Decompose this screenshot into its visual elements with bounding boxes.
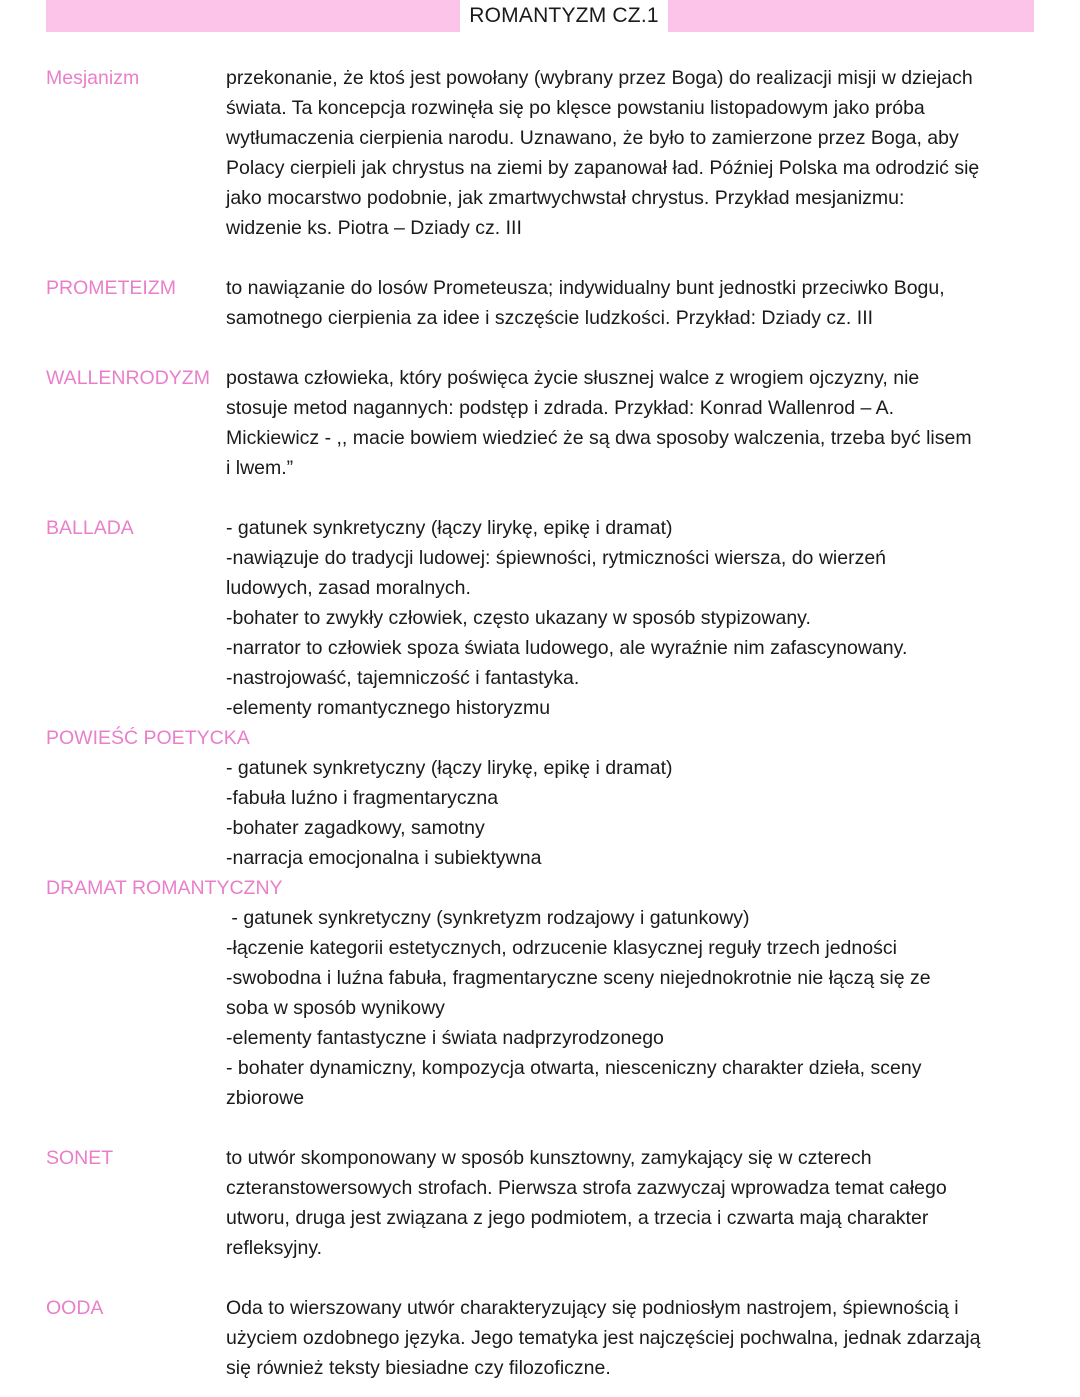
term-sonet: SONET	[46, 1147, 114, 1169]
definition-line: utworu, druga jest związana z jego podmiotem, a trzecia i czwarta mają charakter	[226, 1207, 929, 1229]
definition-line: zbiorowe	[226, 1087, 305, 1109]
term-powiesc-poetycka: POWIEŚĆ POETYCKA	[46, 727, 250, 749]
definition-line: - gatunek synkretyczny (łączy lirykę, epikę i dramat)	[226, 517, 673, 539]
title-band-left	[46, 0, 460, 32]
definition-line: refleksyjny.	[226, 1237, 323, 1259]
definition-line: -nawiązuje do tradycji ludowej: śpiewności, rytmiczności wiersza, do wierzeń	[226, 547, 887, 569]
term-ooda: OODA	[46, 1297, 104, 1319]
definition-line: -narracja emocjonalna i subiektywna	[226, 847, 542, 869]
term-prometeizm: PROMETEIZM	[46, 277, 176, 299]
definition-line: -swobodna i luźna fabuła, fragmentaryczne sceny niejednokrotnie nie łączą się ze	[226, 967, 931, 989]
definition-line: soba w sposób wynikowy	[226, 997, 445, 1019]
definition-line: samotnego cierpienia za idee i szczęście ludzkości. Przykład: Dziady cz. III	[226, 307, 874, 329]
definition-line: - gatunek synkretyczny (łączy lirykę, epikę i dramat)	[226, 757, 673, 779]
definition-line: jako mocarstwo podobnie, jak zmartwychwstał chrystus. Przykład mesjanizmu:	[226, 187, 905, 209]
definition-line: -łączenie kategorii estetycznych, odrzucenie klasycznej reguły trzech jedności	[226, 937, 897, 959]
entry-sonet	[46, 1143, 1036, 1263]
entry-mesjanizm	[46, 63, 1036, 243]
definition-line: - bohater dynamiczny, kompozycja otwarta, niesceniczny charakter dzieła, sceny	[226, 1057, 922, 1079]
definition-wallenrodyzm	[226, 363, 1036, 483]
entry-prometeizm	[46, 273, 1036, 333]
definition-line: czteranstowersowych strofach. Pierwsza strofa zazwyczaj wprowadza temat całego	[226, 1177, 947, 1199]
definition-line: to utwór skomponowany w sposób kunsztowny, zamykający się w czterech	[226, 1147, 872, 1169]
entry-ooda	[46, 1293, 1036, 1383]
definition-line: ludowych, zasad moralnych.	[226, 577, 471, 599]
spacer	[46, 333, 1036, 363]
definition-line: użyciem ozdobnego języka. Jego tematyka jest najczęściej pochwalna, jednak zdarzają	[226, 1327, 981, 1349]
spacer	[46, 483, 1036, 513]
definition-line: Mickiewicz - ,, macie bowiem wiedzieć że są dwa sposoby walczenia, trzeba być lisem	[226, 427, 972, 449]
definition-line: -bohater to zwykły człowiek, często ukazany w sposób stypizowany.	[226, 607, 811, 629]
definition-line: stosuje metod nagannych: podstęp i zdrada. Przykład: Konrad Wallenrod – A.	[226, 397, 895, 419]
term-wallenrodyzm: WALLENRODYZM	[46, 367, 210, 389]
definition-line: postawa człowieka, który poświęca życie słusznej walce z wrogiem ojczyzny, nie	[226, 367, 920, 389]
title-band-right	[668, 0, 1034, 32]
definitions-list	[46, 63, 1036, 1383]
entry-ballada	[46, 513, 1036, 723]
entry-dramat-romantyczny	[46, 873, 1036, 1113]
definition-line: -elementy fantastyczne i świata nadprzyrodzonego	[226, 1027, 664, 1049]
definition-line: to nawiązanie do losów Prometeusza; indywidualny bunt jednostki przeciwko Bogu,	[226, 277, 945, 299]
definition-line: Polacy cierpieli jak chrystus na ziemi by zapanował ład. Później Polska ma odrodzić się	[226, 157, 980, 179]
definition-line: -elementy romantycznego historyzmu	[226, 697, 551, 719]
definition-line: widzenie ks. Piotra – Dziady cz. III	[226, 217, 522, 239]
entry-wallenrodyzm	[46, 363, 1036, 483]
definition-ballada	[226, 513, 1036, 723]
term-mesjanizm: Mesjanizm	[46, 67, 140, 89]
definition-dramat-romantyczny	[226, 903, 1036, 1113]
definition-line: i lwem.”	[226, 457, 294, 479]
definition-mesjanizm	[226, 63, 1036, 243]
definition-line: Oda to wierszowany utwór charakteryzujący się podniosłym nastrojem, śpiewnością i	[226, 1297, 959, 1319]
term-dramat-romantyczny: DRAMAT ROMANTYCZNY	[46, 877, 283, 899]
spacer	[46, 1113, 1036, 1143]
definition-line: świata. Ta koncepcja rozwinęła się po klęsce powstaniu listopadowym jako próba	[226, 97, 925, 119]
definition-powiesc-poetycka	[226, 753, 1036, 873]
definition-prometeizm	[226, 273, 1036, 333]
spacer	[46, 1263, 1036, 1293]
definition-line: wytłumaczenia cierpienia narodu. Uznawano, że było to zamierzone przez Boga, aby	[226, 127, 959, 149]
definition-line: przekonanie, że ktoś jest powołany (wybrany przez Boga) do realizacji misji w dziejach	[226, 67, 973, 89]
page-title: ROMANTYZM CZ.1	[469, 4, 659, 27]
definition-ooda	[226, 1293, 1036, 1383]
entry-powiesc-poetycka	[46, 723, 1036, 873]
definition-line: się również teksty biesiadne czy filozoficzne.	[226, 1357, 611, 1379]
definition-line: -bohater zagadkowy, samotny	[226, 817, 485, 839]
definition-line: -narrator to człowiek spoza świata ludowego, ale wyraźnie nim zafascynowany.	[226, 637, 908, 659]
spacer	[46, 243, 1036, 273]
term-ballada: BALLADA	[46, 517, 134, 539]
definition-line: -nastrojowaść, tajemniczość i fantastyka.	[226, 667, 580, 689]
definition-line: - gatunek synkretyczny (synkretyzm rodzajowy i gatunkowy)	[226, 907, 750, 929]
definition-sonet	[226, 1143, 1036, 1263]
definition-line: -fabuła luźno i fragmentaryczna	[226, 787, 499, 809]
